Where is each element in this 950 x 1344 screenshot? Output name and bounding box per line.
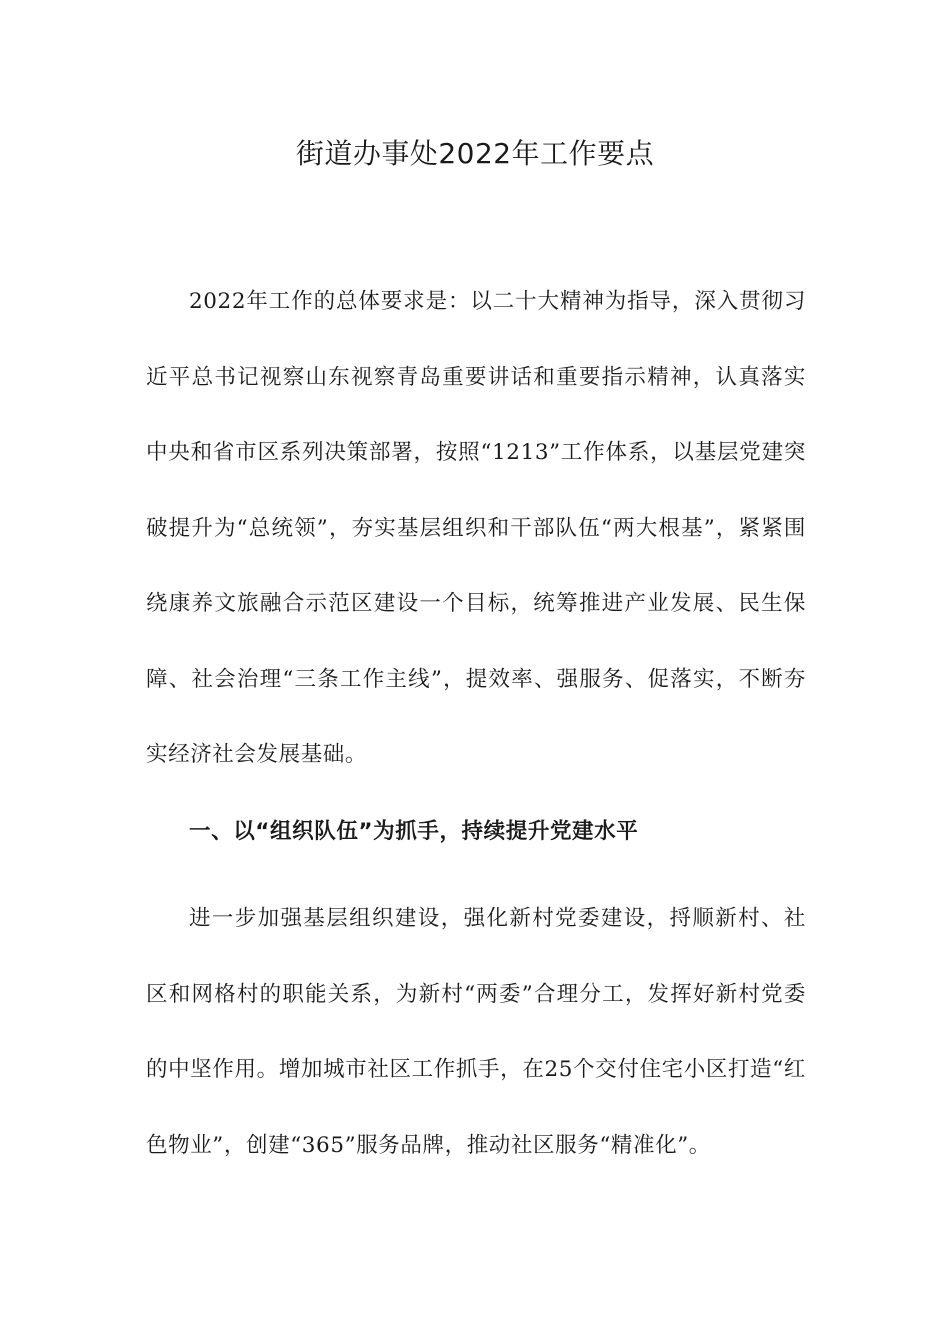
section-heading-organization: 一、以“组织队伍”为抓手，持续提升党建水平 xyxy=(189,819,639,844)
document-title: 街道办事处2022年工作要点 xyxy=(295,137,655,170)
paragraph-general-requirements: 2022年工作的总体要求是：以二十大精神为指导，深入贯彻习近平总书记视察山东视察青岛重要讲话和重要指示精神，认真落实中央和省市区系列决策部署，按照“1213”工作体系，以基层党建突破提升为“总统领”，夯实基层组织和干部队伍“两大根基”，紧紧围绕康养文旅融合示范区建设一个目标，统筹推进产业发展、民生保障、社会治理“三条工作主线”，提效率、强服务、促落实，不断夯实经济社会发展基础。 xyxy=(146,289,806,767)
paragraph-organization-building: 进一步加强基层组织建设，强化新村党委建设，捋顺新村、社区和网格村的职能关系，为新村“两委”合理分工，发挥好新村党委的中坚作用。增加城市社区工作抓手，在25个交付住宅小区打造“红色物业”，创建“365”服务品牌，推动社区服务“精准化”。 xyxy=(146,906,806,1158)
